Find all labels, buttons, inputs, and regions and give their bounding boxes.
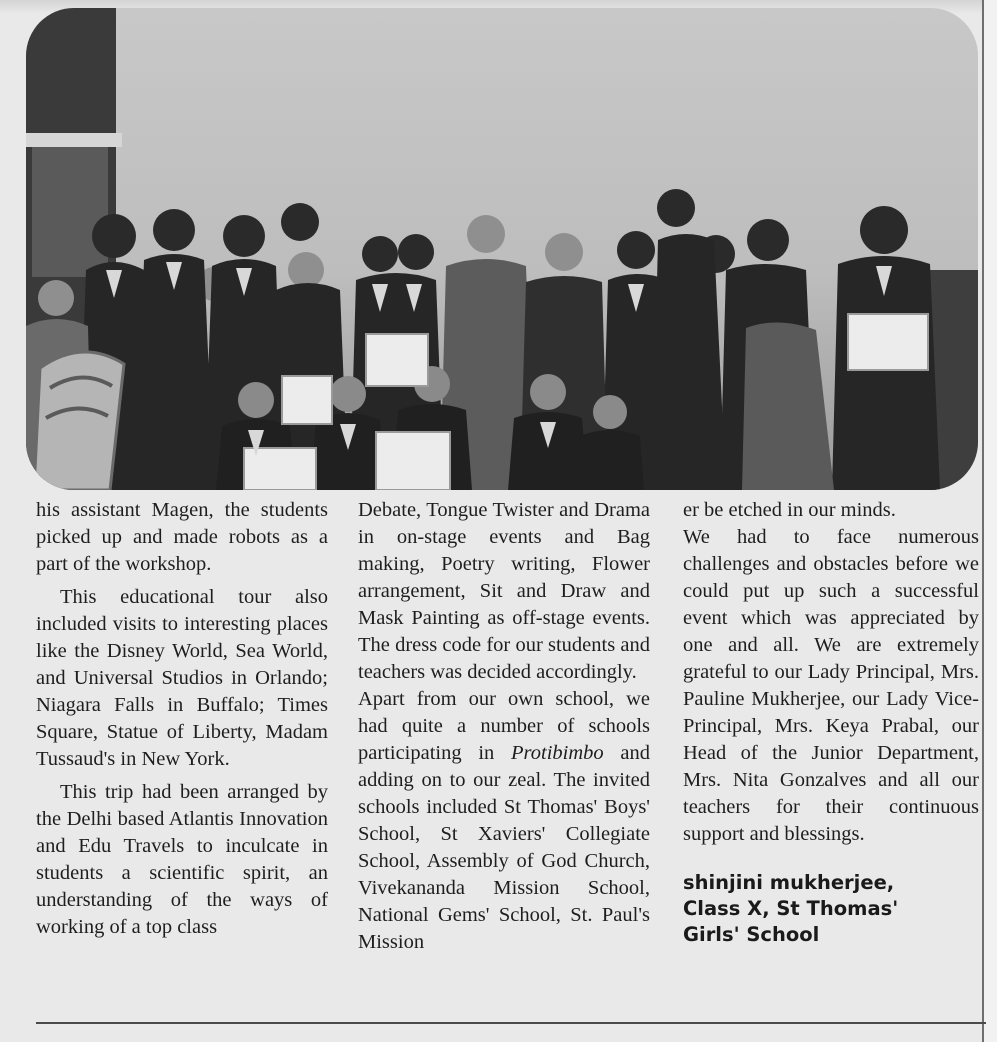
- bottom-rule: [36, 1022, 986, 1024]
- paragraph: This educational tour also included visits to interesting places like the Disney World, Sea World, and Universal Studios in Orlando; Niagara Falls in Buffalo; Times Square, Statue of Liberty, Madam Tussaud's in New York.: [36, 586, 328, 770]
- byline-line: Class X, St Thomas': [683, 897, 899, 920]
- byline-line: shinjini mukherjee,: [683, 871, 895, 894]
- paragraph: This trip had been arranged by the Delhi based Atlantis Innovation and Edu Travels to inculcate in students a scientific spirit, an understanding of the ways of working of a top class: [36, 781, 328, 938]
- paragraph-text: and adding on to our zeal. The invited schools included St Thomas' Boys' School, St Xaviers' Collegiate School, Assembly of God Church, Vivekananda Mission School, National Gems' School, St. Paul's Mission: [358, 742, 650, 953]
- paragraph: [358, 686, 650, 956]
- author-byline: [683, 870, 979, 948]
- paragraph: Debate, Tongue Twister and Drama in on-stage events and Bag making, Poetry writing, Flower arrangement, Sit and Draw and Mask Painting as off-stage events. The dress code for our students and teachers was decided accordingly.: [358, 499, 650, 683]
- page-margin: [984, 0, 997, 1042]
- paragraph: We had to face numerous challenges and obstacles before we could put up such a successful event which was appreciated by one and all. We are extremely grateful to our Lady Principal, Mrs. Pauline Mukherjee, our Lady Vice-Principal, Mrs. Keya Prabal, our Head of the Junior Department, Mrs. Nita Gonzalves and all our teachers for their continuous support and blessings.: [683, 526, 979, 845]
- article-column-2: [358, 497, 650, 956]
- event-name: Protibimbo: [511, 742, 604, 764]
- paragraph-text: Apart from our own school, we had quite a number of schools participating in: [358, 688, 650, 764]
- article-column-3: [683, 497, 979, 948]
- group-photo: [26, 8, 978, 490]
- paragraph: er be etched in our minds.: [683, 499, 896, 521]
- article-column-1: [36, 497, 328, 941]
- paragraph: his assistant Magen, the students picked up and made robots as a part of the workshop.: [36, 499, 328, 575]
- byline-line: Girls' School: [683, 923, 820, 946]
